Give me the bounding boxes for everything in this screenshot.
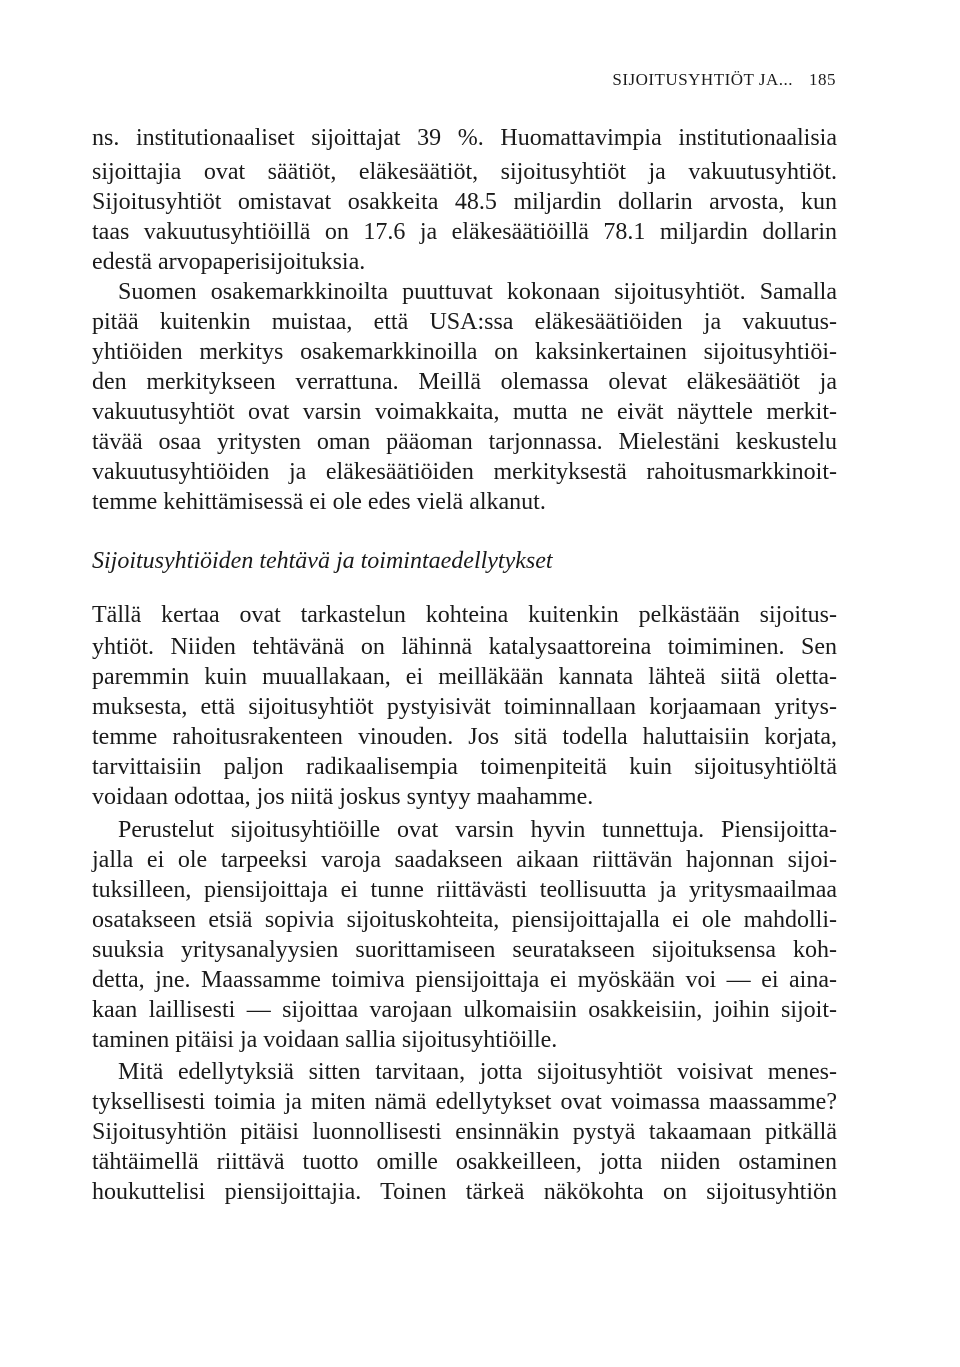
text-line: vakuutusyhtiöiden ja eläkesäätiöiden merkityksestä rahoitusmarkkinoit- [92,459,837,485]
text-line: tähtäimellä riittävä tuotto omille osakkeilleen, jotta niiden ostaminen [92,1149,837,1175]
text-line: Suomen osakemarkkinoilta puuttuvat kokonaan sijoitusyhtiöt. Samalla [118,279,837,305]
text-line: den merkitykseen verrattuna. Meillä olemassa olevat eläkesäätiöt ja [92,369,837,395]
text-line: temme kehittämisessä ei ole edes vielä alkanut. [92,489,546,515]
text-line: Tällä kertaa ovat tarkastelun kohteina kuitenkin pelkästään sijoitus- [92,602,837,628]
text-line: edestä arvopaperisijoituksia. [92,249,366,275]
text-line: kaan laillisesti — sijoittaa varojaan ulkomaisiin osakkeisiin, joihin sijoit- [92,997,837,1023]
text-line: tarvittaisiin paljon radikaalisempia toimenpiteitä kuin sijoitusyhtiöltä [92,754,837,780]
text-line: muksesta, että sijoitusyhtiöt pystyisivät toiminnallaan korjaamaan yritys- [92,694,837,720]
text-line: yhtiöiden merkitys osakemarkkinoilla on kaksinkertainen sijoitusyhtiöi- [92,339,837,365]
text-line: Mitä edellytyksiä sitten tarvitaan, jotta sijoitusyhtiöt voisivat menes- [118,1059,837,1085]
text-line: suuksia yritysanalyysien suorittamiseen seuratakseen sijoituksensa koh- [92,937,837,963]
text-line: tuksilleen, piensijoittaja ei tunne riittävästi teollisuutta ja yritysmaailmaa [92,877,837,903]
text-line: taminen pitäisi ja voidaan sallia sijoitusyhtiöille. [92,1027,558,1053]
text-line: tyksellisesti toimia ja miten nämä edellytykset ovat voimassa maassamme? [92,1089,837,1115]
text-line: houkuttelisi piensijoittajia. Toinen tärkeä näkökohta on sijoitusyhtiön [92,1179,837,1205]
text-line: voidaan odottaa, jos niitä joskus syntyy maahamme. [92,784,594,810]
text-line: vakuutusyhtiöt ovat varsin voimakkaita, mutta ne eivät näyttele merkit- [92,399,837,425]
running-header [612,70,836,90]
text-line: Sijoitusyhtiöt omistavat osakkeita 48.5 miljardin dollarin arvosta, kun [92,189,837,215]
text-line: yhtiöt. Niiden tehtävänä on lähinnä katalysaattoreina toimiminen. Sen [92,634,837,660]
text-line: Sijoitusyhtiön pitäisi luonnollisesti ensinnäkin pystyä takaamaan pitkällä [92,1119,837,1145]
page-number: 185 [809,70,836,89]
text-line: paremmin kuin muuallakaan, ei meilläkään kannata lähteä siitä oletta- [92,664,837,690]
text-line: ns. institutionaaliset sijoittajat 39 %. Huomattavimpia institutionaalisia [92,125,837,151]
text-line: pitää kuitenkin muistaa, että USA:ssa eläkesäätiöiden ja vakuutus- [92,309,837,335]
text-line: sijoittajia ovat säätiöt, eläkesäätiöt, sijoitusyhtiöt ja vakuutusyhtiöt. [92,159,837,185]
text-line: taas vakuutusyhtiöillä on 17.6 ja eläkesäätiöillä 78.1 miljardin dollarin [92,219,837,245]
text-line: temme rahoitusrakenteen vinouden. Jos sitä todella haluttaisiin korjata, [92,724,837,750]
text-line: osatakseen etsiä sopivia sijoituskohteita, piensijoittajalla ei ole mahdolli- [92,907,837,933]
section-heading: Sijoitusyhtiöiden tehtävä ja toimintaedellytykset [92,548,553,574]
running-title: SIJOITUSYHTIÖT JA... [612,70,793,89]
text-line: Perustelut sijoitusyhtiöille ovat varsin hyvin tunnettuja. Piensijoitta- [118,817,837,843]
text-line: tävää osaa yritysten oman pääoman tarjonnassa. Mielestäni keskustelu [92,429,837,455]
text-line: jalla ei ole tarpeeksi varoja saadakseen aikaan riittävän hajonnan sijoi- [92,847,837,873]
text-line: detta, jne. Maassamme toimiva piensijoittaja ei myöskään voi — ei aina- [92,967,837,993]
